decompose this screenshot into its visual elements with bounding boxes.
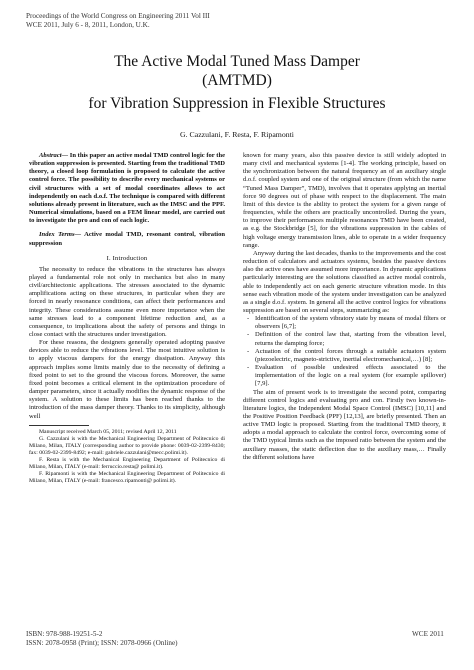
footer-issn: ISSN: 2078-0958 (Print); ISSN: 2078-0966 (Online)	[26, 639, 178, 647]
list-item	[243, 348, 446, 364]
proceedings-header	[26, 12, 210, 30]
header-line-1: Proceedings of the World Congress on Engineering 2011 Vol III	[26, 12, 210, 20]
intro-paragraph-1: The necessity to reduce the vibrations in the structures has always played a fundamental role not only in mechanics but also in many civil/architectonic applications. The stresses associated to the dynamic amplifications acting on these structures, in particular when they are forced in nearly resonance conditions, can affect their performances and integrity. These considerations assume even more importance when the same stresses lead to a component lifetime reduction and, as a consequence, to implications about the safety of persons and things in close contact with the structures under investigation.	[29, 265, 225, 338]
control-steps-list	[243, 315, 446, 388]
list-item-text: Evaluation of possible undesired effects associated to the implementation of the logic on a real system (for example spillover) [7,9].	[255, 364, 446, 388]
footnote-divider	[29, 425, 89, 426]
list-bullet: -	[247, 347, 250, 355]
list-item-text: Identification of the system vibratory state by means of modal filters or observers [6,7];	[255, 315, 446, 331]
list-item-text: Definition of the control law that, starting from the vibration level, returns the damping force;	[255, 331, 446, 347]
body-paragraph-continued: known for many years, also this passive device is still widely adopted in many civil and mechanical systems [1-4]. The working principle, based on the synchronization between the natural frequency an of an auxiliary single d.o.f. coupled system and one of the original structure (from which the name “Tuned Mass Damper”, TMD), involves that it operates applying an inertial force 90 degrees out of phase with respect to the displacement. The main limit of this device is the ability to protect the system for a given range of frequencies, while the others are practically uncontrolled. During the years, to improve their performances multiple resonances TMD have been created, as e.g. the Stockbridge [5], for the vibrations suppression in the cables of high voltage energy transmission lines, able to operate in a wider frequency range.	[243, 152, 446, 249]
footnote-resta: F. Resta is with the Mechanical Engineering Department of Politecnico di Milano, Milan, ITALY (e-mail: ferruccio.resta@ polimi.it).	[29, 456, 225, 470]
body-paragraph-aim: The aim of present work is to investigate the second point, comparing different control logics and evaluating pro and con. Firstly two known-in-literature logics, the Independent Modal Space Control (IMSC) [10,11] and the Positive Position Feedback (PPF) [12,13], are briefly presented. Then an active TMD logic is proposed. Starting from the traditional TMD theory, it adopts a modal approach to calculate the control force, overcoming some of the TMD typical limits such as the imposed ratio between the system and the auxiliary masses, the static deflection due to the auxiliary mass,… Finally the different solutions have	[243, 388, 446, 461]
paper-title-line-1: The Active Modal Tuned Mass Damper	[114, 53, 360, 70]
list-item	[243, 364, 446, 388]
list-bullet: -	[247, 331, 250, 339]
footer-isbn: ISBN: 978-988-19251-5-2	[26, 630, 103, 638]
list-bullet: -	[247, 364, 250, 372]
footnote-received: Manuscript received March 05, 2011; revised April 12, 2011	[39, 428, 177, 435]
intro-paragraph-2: For these reasons, the designers generally operated adopting passive devices able to reduce the vibrations level. The most intuitive solution is to apply viscous dampers for the energy dissipation. Anyway this approach implies some limits mainly due to the necessity of defining a fixed point to set to the ground the viscous forces. Moreover, the same fixed point becomes a critical element in the optimization procedure of damper parameters, since it actually modifies the dynamic response of the system. A solution to these limits has been reached thanks to the introduction of the mass damper theory. Thanks to its simplicity, although well	[29, 339, 225, 420]
abstract	[29, 152, 225, 225]
footnote-ripamonti: F. Ripamonti is with the Mechanical Engineering Department of Politecnico di Milano, Milan, ITALY (e-mail: francesco.ripamonti@ polimi.it).	[29, 470, 225, 484]
left-column	[29, 152, 225, 485]
footer-conference: WCE 2011	[412, 630, 444, 638]
footer-identifiers	[26, 630, 178, 648]
right-column	[243, 152, 446, 462]
list-item	[243, 331, 446, 347]
body-paragraph-active-controls: Anyway during the last decades, thanks to the improvements and the cost reduction of calculators and actuators systems, besides the passive devices also the active ones have assumed more importance. In dynamic applications particularly interesting are the solutions classified as active modal controls, able to independently act on each generic structure vibration mode. In this sense each vibration mode of the system under investigation can be analyzed as a single d.o.f. system. In general all the active control logics for vibrations suppression are based on several steps, summarizing as:	[243, 249, 446, 314]
author-list: G. Cazzulani, F. Resta, F. Ripamonti	[180, 130, 294, 139]
header-line-2: WCE 2011, July 6 - 8, 2011, London, U.K.	[26, 21, 150, 29]
index-terms	[29, 231, 225, 247]
abstract-label: Abstract—	[39, 152, 69, 159]
list-bullet: -	[247, 315, 250, 323]
paper-title-line-2: (AMTMD)	[202, 72, 272, 89]
list-item-text: Actuation of the control forces through a suitable actuators system (piezoelectric, magneto-strictive, inertial electromechanical,…) [8];	[255, 347, 446, 363]
section-heading-introduction: I. Introduction	[106, 254, 148, 262]
footnote-cazzulani: G. Cazzulani is with the Mechanical Engineering Department of Politecnico di Milano, Milan, ITALY (corresponding author to provide phone: 0039-02-2399-8430; fax: 0039-02-2399-8492; e-mail: gabriele.cazzulani@mecc.polimi.it).	[29, 435, 225, 456]
index-terms-text: Active modal TMD, resonant control, vibration suppression	[29, 231, 225, 247]
list-item	[243, 315, 446, 331]
abstract-text: In this paper an active modal TMD control logic for the vibration suppression is presented. Starting from the traditional TMD theory, a closed loop formulation is proposed to calculate the active control force. The possibility to describe every mechanical systems or civil structures with a set of modal coordinates allows to act independently on each d.o.f. The technique is compared with different solutions already present in literature, such as the IMSC and the PPF. Numerical simulations, based on a FEM linear model, are carried out to investigate the pro and con of each logic.	[29, 152, 225, 225]
paper-title-line-3: for Vibration Suppression in Flexible Structures	[88, 95, 386, 112]
index-terms-label: Index Terms—	[39, 231, 82, 239]
